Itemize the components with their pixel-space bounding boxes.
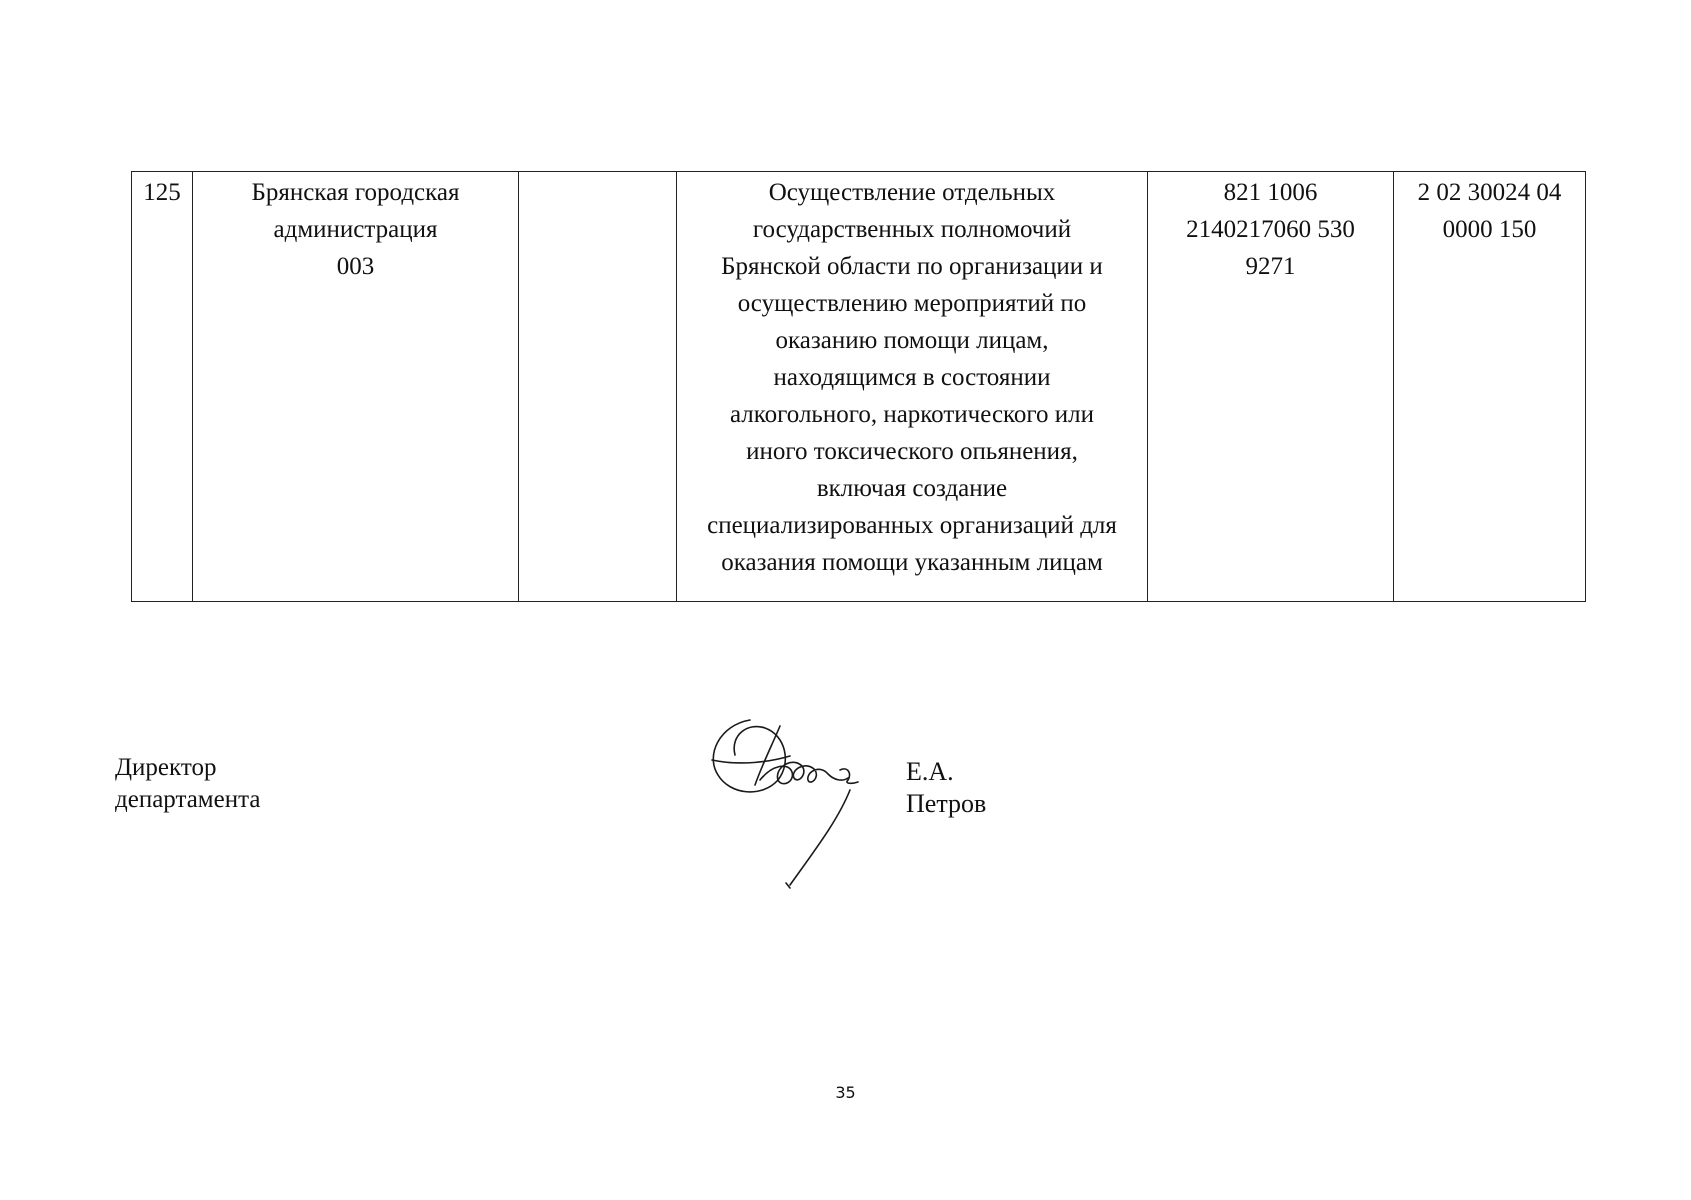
purpose-line: находящимся в состоянии bbox=[773, 364, 1051, 391]
table-row bbox=[132, 172, 1586, 602]
row-number-cell bbox=[132, 172, 193, 602]
budget-code-line: 2140217060 530 bbox=[1186, 216, 1355, 243]
signer-title-line: Директор bbox=[115, 754, 217, 781]
signer-name: Е.А. Петров bbox=[906, 757, 987, 818]
purpose-cell bbox=[677, 172, 1148, 602]
organization-line: Брянская городская bbox=[251, 179, 460, 206]
budget-code-line: 9271 bbox=[1245, 253, 1296, 280]
purpose-line: специализированных организаций для bbox=[707, 512, 1117, 539]
budget-code-line: 821 1006 bbox=[1223, 179, 1318, 206]
revenue-code-line: 2 02 30024 04 bbox=[1417, 179, 1562, 206]
handwritten-signature bbox=[700, 700, 880, 890]
purpose-line: Брянской области по организации и bbox=[721, 253, 1103, 280]
revenue-code-line: 0000 150 bbox=[1442, 216, 1537, 243]
empty-cell bbox=[519, 172, 677, 602]
purpose-line: осуществлению мероприятий по bbox=[737, 290, 1087, 317]
purpose-line: оказания помощи указанным лицам bbox=[721, 549, 1103, 576]
purpose-line: алкогольного, наркотического или bbox=[729, 401, 1095, 428]
row-number: 125 bbox=[143, 179, 181, 206]
purpose-line: оказанию помощи лицам, bbox=[775, 327, 1049, 354]
purpose-line: государственных полномочий bbox=[752, 216, 1072, 243]
budget-code-cell bbox=[1148, 172, 1394, 602]
organization-line: администрация bbox=[273, 216, 438, 243]
purpose-line: Осуществление отдельных bbox=[768, 179, 1056, 206]
organization-code: 003 bbox=[336, 253, 375, 280]
purpose-line: включая создание bbox=[816, 475, 1008, 502]
purpose-line: иного токсического опьянения, bbox=[746, 438, 1078, 465]
signer-title-line: департамента bbox=[115, 786, 261, 813]
budget-table bbox=[131, 171, 1586, 602]
revenue-code-cell bbox=[1394, 172, 1586, 602]
page-number: 35 bbox=[835, 1083, 856, 1102]
organization-cell bbox=[193, 172, 519, 602]
